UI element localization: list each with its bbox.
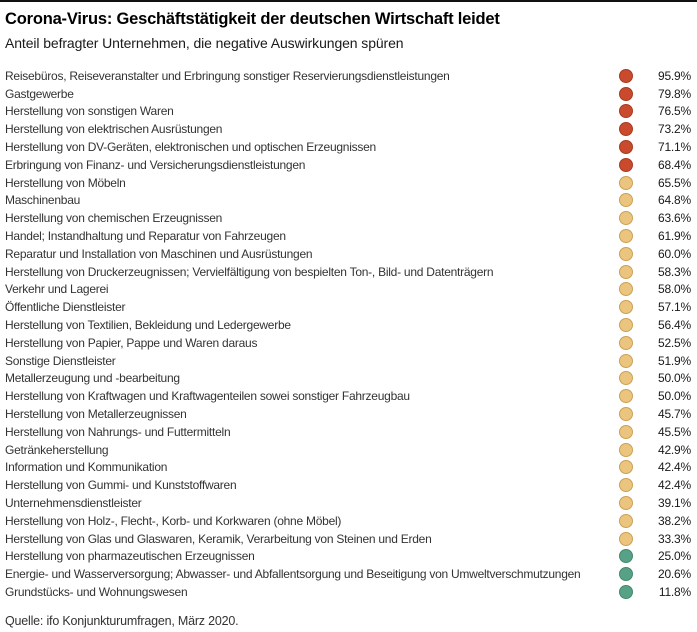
table-row <box>0 67 697 85</box>
table-row <box>0 138 697 156</box>
table-row <box>0 512 697 530</box>
percent-value: 39.1% <box>657 496 691 511</box>
industry-label: Reparatur und Installation von Maschinen und Ausrüstungen <box>5 246 313 261</box>
impact-level-dot-icon <box>619 514 633 528</box>
table-row <box>0 494 697 512</box>
percent-value: 64.8% <box>657 193 691 208</box>
percent-value: 58.3% <box>657 264 691 279</box>
table-row <box>0 530 697 548</box>
impact-level-dot-icon <box>619 122 633 136</box>
percent-value: 45.7% <box>657 407 691 422</box>
chart-header <box>0 2 697 52</box>
industry-label: Unternehmensdienstleister <box>5 496 142 511</box>
impact-level-dot-icon <box>619 87 633 101</box>
industry-label: Herstellung von Gummi- und Kunststoffwaren <box>5 478 237 493</box>
impact-level-dot-icon <box>619 407 633 421</box>
impact-level-dot-icon <box>619 371 633 385</box>
table-row <box>0 583 697 601</box>
percent-value: 65.5% <box>657 175 691 190</box>
industry-label: Herstellung von elektrischen Ausrüstungen <box>5 122 223 137</box>
table-row <box>0 103 697 121</box>
industry-label: Öffentliche Dienstleister <box>5 300 126 315</box>
percent-value: 45.5% <box>657 424 691 439</box>
table-row <box>0 192 697 210</box>
table-row <box>0 423 697 441</box>
percent-value: 20.6% <box>657 567 691 582</box>
industry-label: Herstellung von Druckerzeugnissen; Vervielfältigung von bespielten Ton-, Bild- und Datenträgern <box>5 264 494 279</box>
industry-label: Sonstige Dienstleister <box>5 353 116 368</box>
industry-label: Erbringung von Finanz- und Versicherungsdienstleistungen <box>5 157 306 172</box>
percent-value: 33.3% <box>657 531 691 546</box>
industry-label: Herstellung von Kraftwagen und Kraftwagenteilen sowei sonstiger Fahrzeugbau <box>5 389 410 404</box>
table-row <box>0 441 697 459</box>
table-row <box>0 370 697 388</box>
impact-level-dot-icon <box>619 567 633 581</box>
percent-value: 42.9% <box>657 442 691 457</box>
industry-label: Herstellung von Textilien, Bekleidung und Ledergewerbe <box>5 318 291 333</box>
table-row <box>0 156 697 174</box>
percent-value: 73.2% <box>657 122 691 137</box>
impact-level-dot-icon <box>619 247 633 261</box>
percent-value: 52.5% <box>657 335 691 350</box>
table-row <box>0 565 697 583</box>
table-row <box>0 316 697 334</box>
percent-value: 56.4% <box>657 318 691 333</box>
industry-label: Gastgewerbe <box>5 86 74 101</box>
percent-value: 11.8% <box>658 585 691 599</box>
table-row <box>0 476 697 494</box>
industry-label: Herstellung von Nahrungs- und Futtermitteln <box>5 424 231 439</box>
table-row <box>0 334 697 352</box>
table-row <box>0 85 697 103</box>
impact-level-dot-icon <box>619 318 633 332</box>
table-row <box>0 245 697 263</box>
industry-label: Metallerzeugung und -bearbeitung <box>5 371 180 386</box>
industry-label: Herstellung von Glas und Glaswaren, Keramik, Verarbeitung von Steinen und Erden <box>5 531 432 546</box>
industry-label: Maschinenbau <box>5 193 81 208</box>
industry-label: Herstellung von Metallerzeugnissen <box>5 407 187 422</box>
industry-label: Handel; Instandhaltung und Reparatur von Fahrzeugen <box>5 229 286 244</box>
industry-label: Herstellung von Möbeln <box>5 175 126 190</box>
percent-value: 51.9% <box>657 353 691 368</box>
impact-level-dot-icon <box>619 532 633 546</box>
table-row <box>0 298 697 316</box>
impact-level-dot-icon <box>619 478 633 492</box>
percent-value: 50.0% <box>657 371 691 386</box>
impact-level-dot-icon <box>619 158 633 172</box>
industry-label: Herstellung von Holz-, Flecht-, Korb- und Korkwaren (ohne Möbel) <box>5 513 342 528</box>
impact-level-dot-icon <box>619 69 633 83</box>
percent-value: 50.0% <box>657 389 691 404</box>
industry-label: Getränkeherstellung <box>5 442 109 457</box>
industry-label: Herstellung von pharmazeutischen Erzeugnissen <box>5 549 255 564</box>
impact-level-dot-icon <box>619 104 633 118</box>
industry-label: Information und Kommunikation <box>5 460 168 475</box>
table-row <box>0 352 697 370</box>
impact-level-dot-icon <box>619 496 633 510</box>
impact-level-dot-icon <box>619 549 633 563</box>
percent-value: 42.4% <box>657 478 691 493</box>
percent-value: 38.2% <box>657 513 691 528</box>
table-row <box>0 227 697 245</box>
impact-level-dot-icon <box>619 443 633 457</box>
table-row <box>0 459 697 477</box>
impact-level-dot-icon <box>619 300 633 314</box>
industry-label: Herstellung von Papier, Pappe und Waren daraus <box>5 335 258 350</box>
percent-value: 25.0% <box>657 549 691 564</box>
impact-level-dot-icon <box>619 265 633 279</box>
page-title: Corona-Virus: Geschäftstätigkeit der deutschen Wirtschaft leidet <box>5 10 500 28</box>
industry-label: Herstellung von chemischen Erzeugnissen <box>5 211 223 226</box>
percent-value: 63.6% <box>657 211 691 226</box>
industry-label: Grundstücks- und Wohnungswesen <box>5 585 188 599</box>
impact-level-dot-icon <box>619 425 633 439</box>
table-row <box>0 174 697 192</box>
impact-level-dot-icon <box>619 176 633 190</box>
table-row <box>0 281 697 299</box>
impact-level-dot-icon <box>619 140 633 154</box>
impact-level-dot-icon <box>619 389 633 403</box>
impact-level-dot-icon <box>619 585 633 599</box>
percent-value: 79.8% <box>657 86 691 101</box>
table-row <box>0 405 697 423</box>
impact-level-dot-icon <box>619 460 633 474</box>
industry-label: Herstellung von DV-Geräten, elektronischen und optischen Erzeugnissen <box>5 140 376 155</box>
percent-value: 58.0% <box>657 282 691 297</box>
industry-label: Reisebüros, Reiseveranstalter und Erbringung sonstiger Reservierungsdienstleistungen <box>5 68 450 83</box>
percent-value: 76.5% <box>657 104 691 119</box>
percent-value: 57.1% <box>657 300 691 315</box>
impact-level-dot-icon <box>619 193 633 207</box>
percent-value: 68.4% <box>657 157 691 172</box>
percent-value: 42.4% <box>657 460 691 475</box>
impact-level-dot-icon <box>619 354 633 368</box>
impact-level-dot-icon <box>619 282 633 296</box>
industry-label: Energie- und Wasserversorgung; Abwasser- und Abfallentsorgung und Beseitigung von Umweltverschmutzungen <box>5 567 581 582</box>
impact-level-dot-icon <box>619 336 633 350</box>
table-row <box>0 387 697 405</box>
percent-value: 95.9% <box>657 68 691 83</box>
industry-label: Verkehr und Lagerei <box>5 282 109 297</box>
industry-list <box>0 67 697 601</box>
percent-value: 71.1% <box>657 140 691 155</box>
impact-level-dot-icon <box>619 229 633 243</box>
impact-level-dot-icon <box>619 211 633 225</box>
table-row <box>0 120 697 138</box>
industry-label: Herstellung von sonstigen Waren <box>5 104 174 119</box>
table-row <box>0 209 697 227</box>
source-note: Quelle: ifo Konjunkturumfragen, März 2020. <box>5 613 239 628</box>
table-row <box>0 548 697 566</box>
percent-value: 61.9% <box>657 229 691 244</box>
chart-subtitle: Anteil befragter Unternehmen, die negative Auswirkungen spüren <box>5 35 404 51</box>
percent-value: 60.0% <box>657 246 691 261</box>
table-row <box>0 263 697 281</box>
